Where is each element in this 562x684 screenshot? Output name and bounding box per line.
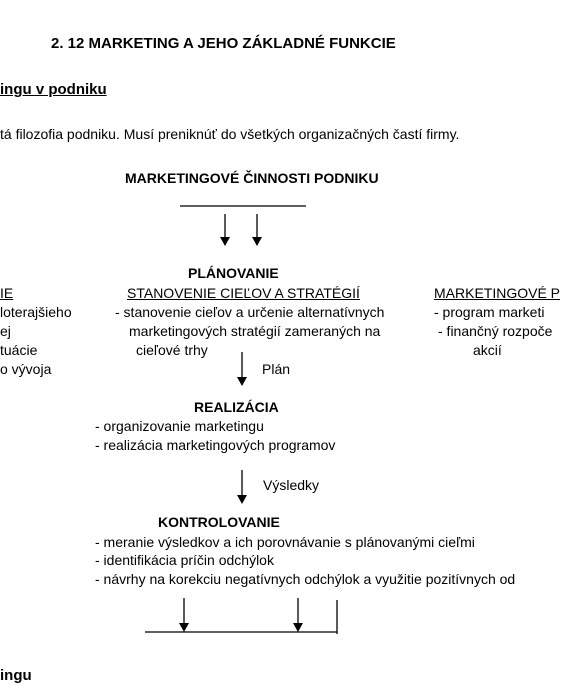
control-line: - meranie výsledkov a ich porovnávanie s plánovanými cieľmi xyxy=(95,534,475,550)
planning-line: - stanovenie cieľov a určenie alternatívnych xyxy=(115,304,385,320)
left-column-heading: IE xyxy=(0,285,14,301)
arrowhead xyxy=(293,623,303,632)
control-heading: KONTROLOVANIE xyxy=(158,514,280,530)
section-heading: ingu v podniku xyxy=(0,81,107,98)
planning-subheading: STANOVENIE CIEĽOV A STRATÉGIÍ xyxy=(127,285,360,301)
right-column-heading: MARKETINGOVÉ P xyxy=(434,285,561,301)
left-column-line: ej xyxy=(0,323,11,339)
document-title: 2. 12 MARKETING A JEHO ZÁKLADNÉ FUNKCIE xyxy=(51,35,396,52)
realization-line: - realizácia marketingových programov xyxy=(95,437,336,453)
control-line: - návrhy na korekciu negatívnych odchýlok a využitie pozitívnych od xyxy=(95,571,516,587)
left-column-line: tuácie xyxy=(0,342,38,358)
arrowhead xyxy=(220,237,230,246)
realization-line: - organizovanie marketingu xyxy=(95,418,264,434)
arrowhead xyxy=(252,237,262,246)
diagram-top-heading: MARKETINGOVÉ ČINNOSTI PODNIKU xyxy=(125,170,379,186)
right-column-line: - program marketi xyxy=(434,304,545,320)
arrowhead xyxy=(237,495,247,504)
left-column-line: loterajšieho xyxy=(0,304,72,320)
planning-line: marketingových stratégií zameraných na xyxy=(129,323,381,339)
right-column-line: - finančný rozpoče xyxy=(438,323,553,339)
arrowhead xyxy=(179,623,189,632)
left-column-line: o vývoja xyxy=(0,361,52,377)
arrow-label-results: Výsledky xyxy=(263,477,320,493)
arrow-label-plan: Plán xyxy=(262,361,291,377)
realization-heading: REALIZÁCIA xyxy=(194,399,279,415)
arrowhead xyxy=(237,377,247,386)
planning-heading: PLÁNOVANIE xyxy=(188,265,279,281)
intro-paragraph: tá filozofia podniku. Musí preniknúť do všetkých organizačných častí firmy. xyxy=(0,126,460,142)
bottom-heading: ingu xyxy=(0,667,32,684)
control-line: - identifikácia príčin odchýlok xyxy=(95,552,274,568)
planning-line: cieľové trhy xyxy=(136,342,208,358)
right-column-line: akcií xyxy=(473,342,502,358)
